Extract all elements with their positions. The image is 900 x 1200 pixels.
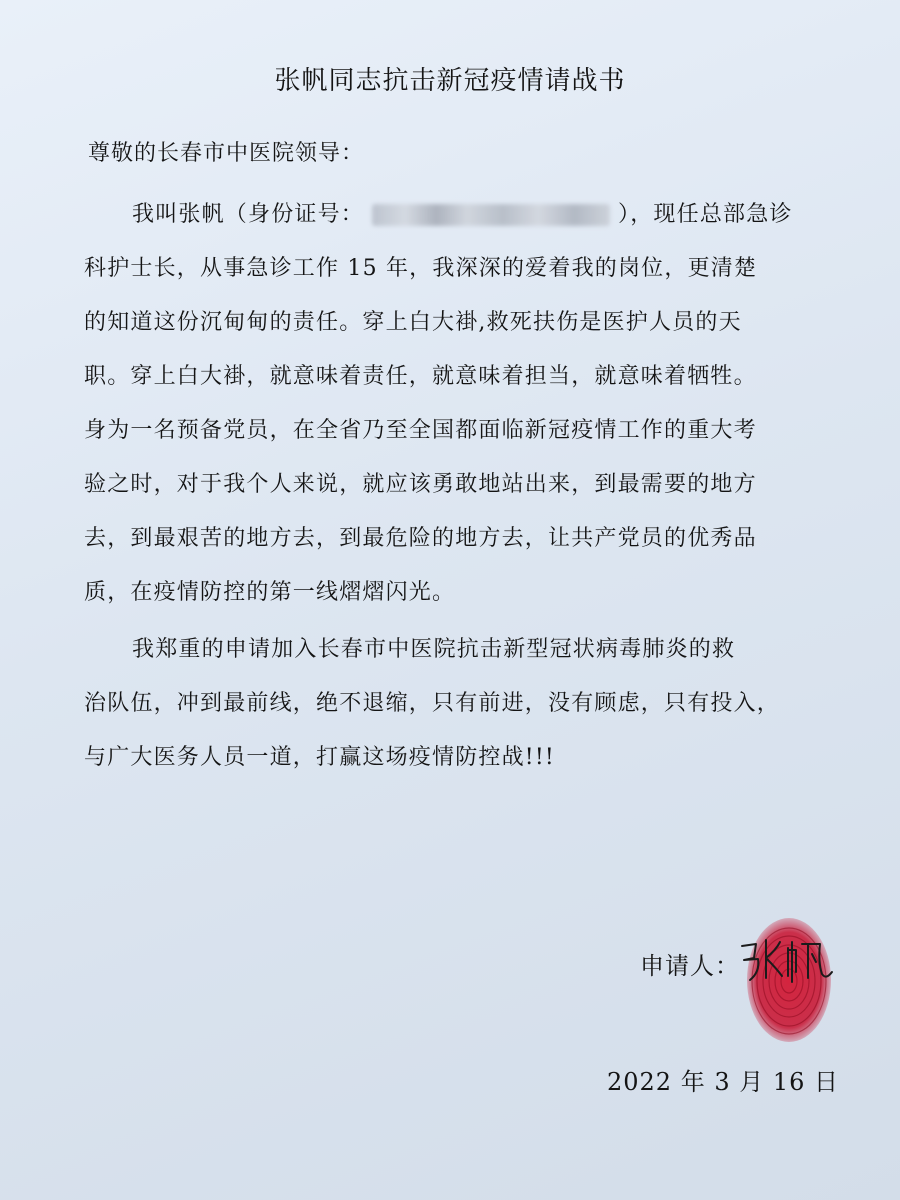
- paragraph-1-line-4: 职。穿上白大褂，就意味着责任，就意味着担当，就意味着牺牲。: [84, 364, 757, 389]
- redacted-id-number: [372, 204, 610, 226]
- signing-date: 2022 年 3 月 16 日: [607, 1068, 840, 1096]
- paragraph-1-line-6: 验之时，对于我个人来说，就应该勇敢地站出来，到最需要的地方: [84, 472, 757, 497]
- applicant-label: 申请人：: [640, 952, 740, 980]
- paragraph-1-line-8: 质，在疫情防控的第一线熠熠闪光。: [84, 580, 456, 605]
- paragraph-2: [84, 623, 824, 785]
- salutation: 尊敬的长春市中医院领导：: [88, 141, 365, 166]
- line-1-end-text: ），现任总部急诊: [618, 202, 793, 227]
- paragraph-1-line-1: [84, 188, 824, 242]
- paragraph-1-line-2: 科护士长，从事急诊工作 15 年，我深深的爱着我的岗位，更清楚: [84, 256, 758, 281]
- paragraph-2-line-3: 与广大医务人员一道，打赢这场疫情防控战!!!: [84, 745, 555, 770]
- document-title: 张帆同志抗击新冠疫情请战书: [274, 66, 626, 96]
- paragraph-1-line-5: 身为一名预备党员，在全省乃至全国都面临新冠疫情工作的重大考: [84, 418, 757, 443]
- paragraph-2-line-2: 治队伍，冲到最前线，绝不退缩，只有前进，没有顾虑，只有投入，: [84, 691, 781, 716]
- handwritten-signature: [736, 932, 836, 992]
- line-1-start-text: 我叫张帆（身份证号：: [132, 202, 365, 227]
- paragraph-1-line-3: 的知道这份沉甸甸的责任。穿上白大褂,救死扶伤是医护人员的天: [84, 310, 742, 335]
- paragraph-1: [84, 188, 824, 620]
- paragraph-2-line-1: 我郑重的申请加入长春市中医院抗击新型冠状病毒肺炎的救: [132, 637, 736, 662]
- paragraph-1-line-7: 去，到最艰苦的地方去，到最危险的地方去，让共产党员的优秀品: [84, 526, 757, 551]
